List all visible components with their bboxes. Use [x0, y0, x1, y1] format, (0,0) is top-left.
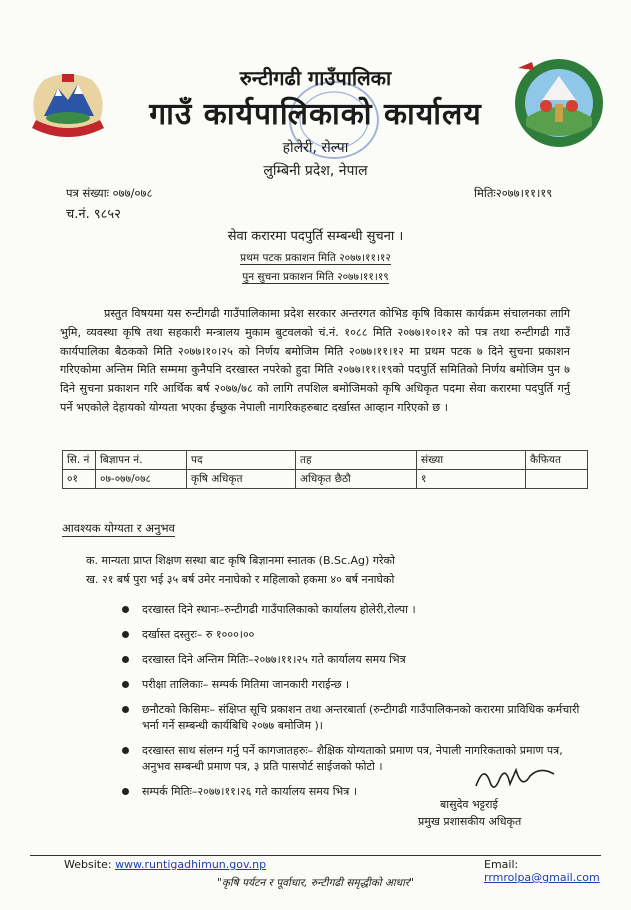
signatory-title: प्रमुख प्रशासकीय अधिकृत [418, 815, 522, 828]
requirement-item: क. मान्यता प्राप्त शिक्षण सस्था बाट कृषि बिज्ञानमा स्नातक (B.Sc.Ag) गरेको [86, 554, 395, 567]
table-header-row [63, 451, 588, 470]
first-publication-date: प्रथम पटक प्रकाशन मिति २०७७।११।१२ [240, 252, 391, 264]
table-cell: अधिकृत छैठौ [296, 470, 417, 489]
header-cell: तह [296, 451, 417, 470]
email-link[interactable]: rrmrolpa@gmail.com [484, 871, 600, 884]
list-item: परीक्षा तालिकाः– सम्पर्क मितिमा जानकारी गराईन्छ । [120, 677, 590, 693]
bullet-icon [122, 606, 129, 613]
bullet-icon [122, 631, 129, 638]
header-office-title: गाउँ कार्यपालिकाको कार्यालय [149, 97, 482, 132]
list-item: दरखास्त दिने स्थानः–रुन्टीगढी गाउँपालिकाको कार्यालय होलेरी,रोल्पा । [120, 602, 590, 618]
table-cell: कृषि अधिकृत [187, 470, 296, 489]
header-line1: रुन्टीगढी गाउँपालिका [239, 66, 392, 90]
header-cell: संख्या [417, 451, 526, 470]
signatory-name: बासुदेव भट्टराई [440, 798, 498, 811]
website-label: Website: [64, 858, 112, 871]
bullet-icon [122, 656, 129, 663]
header-cell: सि. नं [63, 451, 96, 470]
list-item: दरखास्त दिने अन्तिम मितिः–२०७७।११।२५ गते कार्यालय समय भित्र [120, 652, 590, 668]
table-cell: ०१ [63, 470, 96, 489]
table-row [63, 470, 588, 489]
email-label: Email: [484, 858, 519, 871]
bullet-icon [122, 706, 129, 713]
vacancy-table [62, 450, 588, 489]
list-item: सम्पर्क मितिः–२०७७।११।२६ गते कार्यालय समय भित्र । [120, 784, 590, 800]
header-location: होलेरी, रोल्पा [282, 140, 349, 156]
bullet-icon [122, 788, 129, 795]
list-item: दर्खास्त दस्तुरः– रु १०००।०० [120, 627, 590, 643]
header-cell: कैफियत [526, 451, 588, 470]
table-cell [526, 470, 588, 489]
header-cell: पद [187, 451, 296, 470]
letter-date: मितिः२०७७।११।१९ [474, 186, 553, 200]
header-cell: बिज्ञापन नं. [96, 451, 187, 470]
requirement-item: ख. २१ बर्ष पुरा भई ३५ बर्ष उमेर ननाघेको र महिलाको हकमा ४० बर्ष ननाघेको [86, 573, 395, 586]
list-item: छनौटको किसिमः– संक्षिप्त सूचि प्रकाशन तथा अन्तरबार्ता (रुन्टीगढी गाउँपालिकनको करारमा प्राविधिक कर्मचारी भर्ना गर्ने सम्बन्धी कार्यबिधि २०७७ बमोजिम )। [120, 702, 590, 734]
list-item: दरखास्त साथ संलग्न गर्नु पर्ने कागजातहरुः– शैक्षिक योग्यताको प्रमाण पत्र, नेपाली नागरिकताको प्रमाण पत्र, अनुभव सम्बन्धी प्रमाण पत्र, ३ प्रति पासपोर्ट साईजको फोटो । [120, 743, 590, 775]
footer-divider [30, 855, 601, 856]
republication-date: पुन सुचना प्रकाशन मिति २०७७।११।१९ [242, 271, 389, 283]
website-link[interactable]: www.runtigadhimun.gov.np [115, 858, 267, 871]
bullet-icon [122, 747, 129, 754]
dispatch-number: च.नं. ९८५२ [66, 207, 121, 222]
table-cell: १ [417, 470, 526, 489]
notice-body: प्रस्तुत विषयमा यस रुन्टीगढी गाउँपालिकामा प्रदेश सरकार अन्तरगत कोभिड कृषि विकास कार्यक्रम संचालनका लागि भुमि, व्यवस्था कृषि तथा सहकारी मन्त्रालय मुकाम बुटवलको चं.नं. १०८८ मिति २०७७।१०।१२ को पत्र तथा रुन्टीगढी गाउँ कार्यपालिका बैठकको मिति २०७७।१०।२५ को निर्णय बमोजिम मिति २०७७।११।१२ मा प्रथम पटक ७ दिने सुचना प्रकाशन गरिएकोमा अन्तिम मिति सम्ममा कुनैपनि दरखास्त नपरेको हुदा मिति २०७७।११।१९को पदपुर्ति समितिको निर्णय बमोजिम पुन ७ दिने सुचना प्रकाशन गरि आर्थिक बर्ष २०७७/७८ को लागि तपशिल बमोजिमको कृषि अधिकृत पदमा सेवा करारमा पदपुर्ति गर्नु पर्ने भएकोले देहायको योग्यता भएका ईच्छुक नेपाली नागरिकहरुबाट दर्खास्त आव्हान गरिएको छ । [60, 307, 570, 414]
letter-number: पत्र संख्याः ०७७/०७८ [66, 186, 153, 200]
bullet-icon [122, 681, 129, 688]
notice-title: सेवा करारमा पदपुर्ति सम्बन्धी सुचना । [227, 229, 404, 244]
footer-slogan: "कृषि पर्यटन र पूर्वाधार, रुन्टीगढी समृद्धीको आधार" [217, 877, 414, 889]
requirements-heading: आवश्यक योग्यता र अनुभव [62, 521, 175, 535]
signature-scribble [470, 760, 560, 800]
header-province: लुम्बिनी प्रदेश, नेपाल [263, 163, 368, 179]
table-cell: ०७-०७७/०७८ [96, 470, 187, 489]
